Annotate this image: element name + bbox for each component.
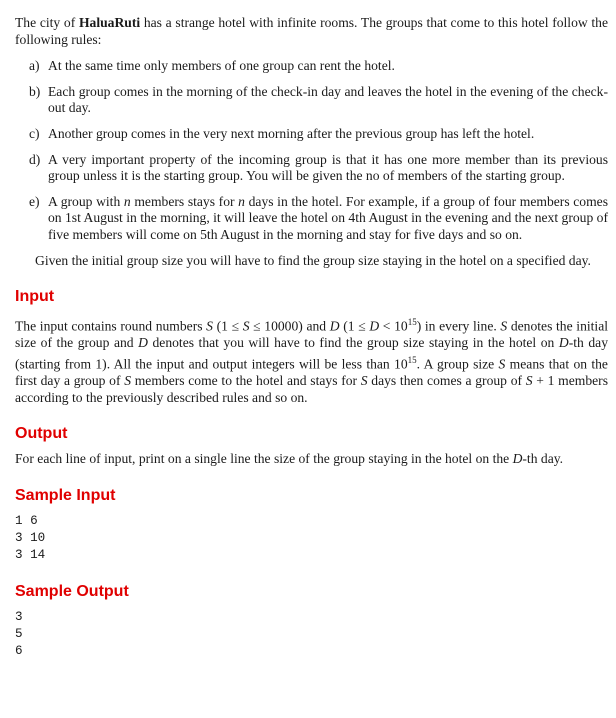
rule-item: [15, 152, 608, 185]
sample-output-heading: Sample Output: [15, 582, 129, 600]
math-var: n: [238, 193, 245, 209]
intro-paragraph: [15, 15, 608, 48]
rule-text: A very important property of the incoming group is that it has one more member than its previous group unless it is the starting group. You will be given the no of members of the starting group.: [48, 151, 608, 184]
rule-marker: d): [29, 151, 41, 167]
sample-input-heading: Sample Input: [15, 486, 116, 504]
output-description: For each line of input, print on a single line the size of the group staying in the hotel on the D-th day.: [15, 451, 564, 467]
sample-input-line: 3 14: [15, 547, 46, 562]
intro-text: The city of: [15, 15, 79, 30]
input-heading: Input: [15, 288, 55, 306]
rule-item: [15, 126, 608, 143]
sample-output-line: 3: [15, 609, 23, 624]
rule-item: [15, 58, 608, 75]
hotel-name: HaluaRuti: [78, 15, 141, 30]
sample-input-line: 3 10: [15, 530, 46, 545]
rule-text: At the same time only members of one group can rent the hotel.: [48, 58, 395, 74]
output-heading: Output: [15, 425, 68, 443]
input-description: The input contains round numbers S (1 ≤ S ≤ 10000) and D $(1 \le D < 10^{15})$ in every line. S denotes the initial size of the group and D denotes that you will have to find the group size staying in the hotel on D-th day (starting from 1). All the input and output integers will be less than $10^{15}$. A group size S means that on the first day a group of S members come to the hotel and stays for S days then comes a group of S + 1 members according to the previously described rules and so on.: [15, 317, 609, 405]
sample-output-block: [15, 609, 608, 660]
problem-statement: [15, 15, 608, 660]
rule-marker: b): [29, 83, 41, 99]
sample-input-line: 1 6: [15, 513, 38, 528]
rule-text: Another group comes in the very next morning after the previous group has left the hotel.: [48, 125, 535, 141]
sample-output-line: 6: [15, 643, 23, 658]
rule-text: days in the hotel. For example, if a group of four members comes on 1st August in the morning, it will leave the hotel on 4th August in the evening and the next group of five members will come on 5th August in the morning and stay for five days and so on.: [48, 193, 608, 242]
closing-paragraph: Given the initial group size you will have to find the group size staying in the hotel on a specified day.: [35, 252, 591, 268]
rule-text: Each group comes in the morning of the check-in day and leaves the hotel in the evening of the check-out day.: [48, 83, 608, 116]
rule-item: [15, 84, 608, 117]
rules-list: [15, 58, 608, 243]
math-var: n: [123, 193, 131, 209]
rule-marker: a): [29, 58, 40, 74]
rule-item: [15, 194, 608, 244]
rule-text: members stays for: [130, 193, 239, 209]
intro-text-2: has a strange hotel with infinite rooms. The groups that come to this hotel follow the following rules:: [15, 15, 608, 47]
rule-marker: c): [29, 125, 40, 141]
sample-input-block: [15, 513, 608, 564]
rule-marker: e): [29, 193, 40, 209]
rule-text: A group with: [48, 193, 124, 209]
sample-output-line: 5: [15, 626, 23, 641]
